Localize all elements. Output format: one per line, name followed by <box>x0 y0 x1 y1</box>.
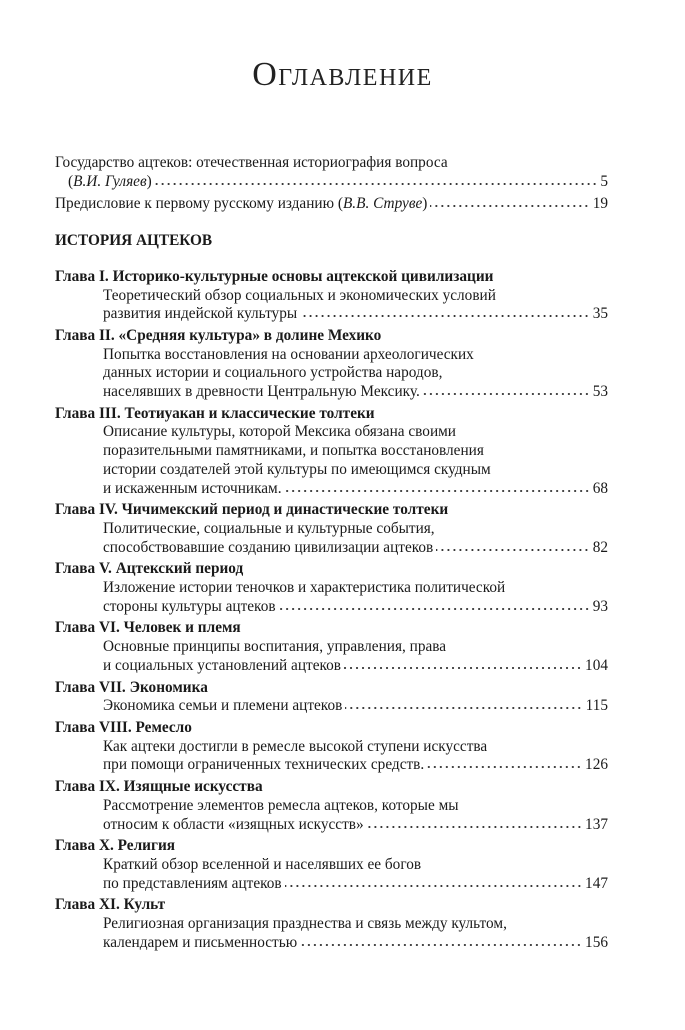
page-number[interactable]: 93 <box>592 597 608 615</box>
chapter-description-line: Теоретический обзор социальных и экономических условий <box>103 286 496 304</box>
entry-text: Предисловие к первому русскому изданию (В.В. Струве) <box>55 195 428 213</box>
toc-entry-last-line[interactable] <box>55 195 608 214</box>
dot-leader <box>436 548 589 552</box>
page-number[interactable]: 19 <box>592 195 608 213</box>
entry-text: (В.И. Гуляев) <box>68 172 152 190</box>
chapter-description-line: Политические, социальные и культурные события, <box>103 519 435 537</box>
chapter-description-line: истории создателей этой культуры по имеющимся скудным <box>103 460 491 478</box>
chapter-description-line: Основные принципы воспитания, управления, права <box>103 638 447 656</box>
dot-leader <box>279 607 590 611</box>
chapter-title[interactable]: Глава VIII. Ремесло <box>55 718 192 736</box>
entry-text: населявших в древности Центральную Мексику. <box>103 383 420 401</box>
entry-text-line: Государство ацтеков: отечественная историография вопроса <box>55 154 448 171</box>
toc-entry-last-line[interactable] <box>55 697 608 716</box>
chapter-entry[interactable] <box>55 719 608 775</box>
page-number[interactable]: 126 <box>585 756 608 774</box>
page-number[interactable]: 104 <box>585 656 608 674</box>
chapter-description-line: Описание культуры, которой Мексика обязана своими <box>103 423 456 441</box>
toc-entry-last-line[interactable] <box>55 383 608 402</box>
entry-text: стороны культуры ацтеков <box>103 597 276 615</box>
chapter-entry[interactable] <box>55 679 608 716</box>
dot-leader <box>300 943 582 947</box>
page-number[interactable]: 156 <box>585 933 608 951</box>
dot-leader <box>367 825 582 829</box>
entry-text: способствовавшие созданию цивилизации ацтеков <box>103 538 434 556</box>
toc-entry-last-line[interactable] <box>55 305 608 324</box>
toc-entry-last-line[interactable] <box>55 480 608 499</box>
toc-entry-last-line[interactable] <box>55 173 608 192</box>
entry-text: и искаженным источникам. <box>103 479 282 497</box>
dot-leader <box>155 182 598 186</box>
chapter-description-line: Рассмотрение элементов ремесла ацтеков, которые мы <box>103 796 459 814</box>
author-name: В.В. Струве <box>342 195 423 213</box>
table-of-contents <box>55 154 608 952</box>
toc-entry-last-line[interactable] <box>55 756 608 775</box>
toc-entry[interactable] <box>55 195 608 214</box>
entry-text: при помощи ограниченных технических средств. <box>103 756 425 774</box>
chapter-title[interactable]: Глава XI. Культ <box>55 896 166 914</box>
chapter-title[interactable]: Глава V. Ацтекский период <box>55 560 244 578</box>
dot-leader <box>285 489 590 493</box>
toc-entry-last-line[interactable] <box>55 816 608 835</box>
chapter-description-line: данных истории и социального устройства народов, <box>103 364 443 382</box>
chapter-description-line: Изложение истории теночков и характеристика политической <box>103 579 506 597</box>
chapter-entry[interactable] <box>55 405 608 499</box>
toc-entry-last-line[interactable] <box>55 934 608 953</box>
chapter-title[interactable]: Глава IX. Изящные искусства <box>55 778 263 796</box>
chapter-entry[interactable] <box>55 501 608 557</box>
chapter-entry[interactable] <box>55 837 608 893</box>
chapter-title[interactable]: Глава IV. Чичимекский период и династические толтеки <box>55 501 449 519</box>
chapter-entry[interactable] <box>55 778 608 834</box>
toc-entry[interactable] <box>55 154 608 191</box>
chapter-entry[interactable] <box>55 560 608 616</box>
dot-leader <box>285 884 582 888</box>
entry-text: календарем и письменностью <box>103 933 298 951</box>
chapter-description-line: Краткий обзор вселенной и населявших ее богов <box>103 855 422 873</box>
entry-text: по представлениям ацтеков <box>103 874 282 892</box>
page-number[interactable]: 53 <box>592 383 608 401</box>
page-number[interactable]: 35 <box>592 305 608 323</box>
chapter-description-line: поразительными памятниками, и попытка восстановления <box>103 442 484 460</box>
page-number[interactable]: 115 <box>585 697 608 715</box>
chapter-entry[interactable] <box>55 619 608 675</box>
chapter-title[interactable]: Глава VII. Экономика <box>55 678 208 696</box>
chapter-title[interactable]: Глава VI. Человек и племя <box>55 619 241 637</box>
chapter-entry[interactable] <box>55 327 608 402</box>
toc-entry-last-line[interactable] <box>55 875 608 894</box>
page-title: Оглавление <box>252 56 433 93</box>
dot-leader <box>430 204 589 208</box>
page-number[interactable]: 137 <box>585 815 608 833</box>
author-name: В.И. Гуляев <box>73 172 147 190</box>
entry-text: и социальных установлений ацтеков <box>103 656 342 674</box>
entry-text: Экономика семьи и племени ацтеков <box>103 697 343 715</box>
dot-leader <box>300 314 590 318</box>
dot-leader <box>423 392 590 396</box>
chapter-title[interactable]: Глава I. Историко-культурные основы ацтекской цивилизации <box>55 267 494 285</box>
chapter-entry[interactable] <box>55 896 608 952</box>
chapter-title[interactable]: Глава II. «Средняя культура» в долине Мехико <box>55 326 382 344</box>
toc-entry-last-line[interactable] <box>55 657 608 676</box>
page-number[interactable]: 147 <box>585 874 608 892</box>
page-number[interactable]: 68 <box>592 479 608 497</box>
page-number[interactable]: 82 <box>592 538 608 556</box>
toc-entry-last-line[interactable] <box>55 539 608 558</box>
chapter-title[interactable]: Глава X. Религия <box>55 837 176 855</box>
page-number[interactable]: 5 <box>600 172 608 190</box>
chapter-title[interactable]: Глава III. Теотиуакан и классические толтеки <box>55 404 375 422</box>
chapter-description-line: Как ацтеки достигли в ремесле высокой ступени искусства <box>103 737 488 755</box>
toc-entry-last-line[interactable] <box>55 598 608 617</box>
section-heading: ИСТОРИЯ АЦТЕКОВ <box>55 232 213 250</box>
chapter-description-line: Попытка восстановления на основании археологических <box>103 345 474 363</box>
entry-text: относим к области «изящных искусств» <box>103 815 364 833</box>
dot-leader <box>345 706 582 710</box>
dot-leader <box>344 666 582 670</box>
entry-text: развития индейской культуры <box>103 305 298 323</box>
chapter-entry[interactable] <box>55 268 608 324</box>
chapter-description-line: Религиозная организация празднества и связь между культом, <box>103 915 507 933</box>
dot-leader <box>427 765 582 769</box>
